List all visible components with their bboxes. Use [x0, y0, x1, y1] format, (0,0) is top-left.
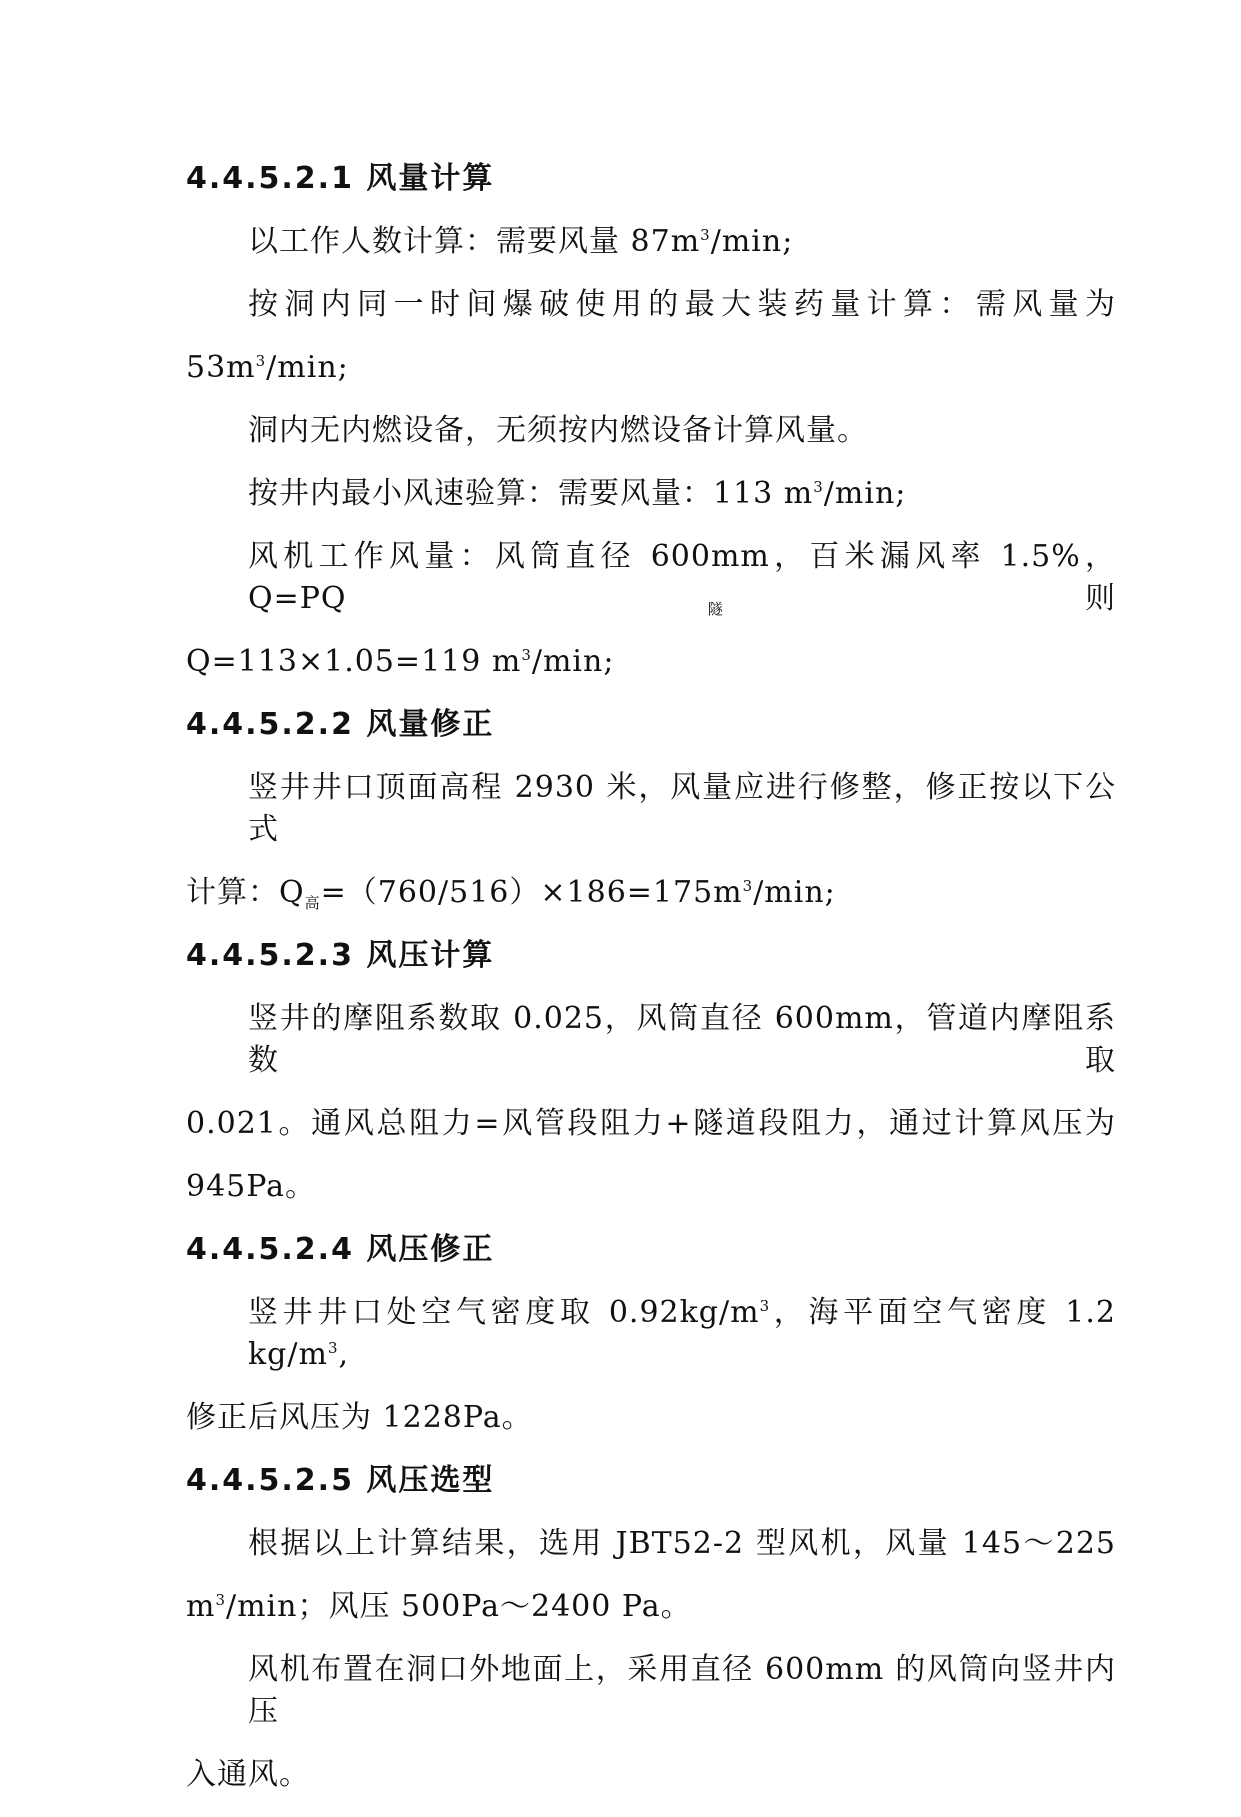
- paragraph-pressure-correction: 竖井井口处空气密度取 $0.92kg/m^3$，海平面空气密度 1.2 $kg/m^3$,: [248, 1295, 1116, 1372]
- paragraph-min-wind-speed: 按井内最小风速验算：需要风量：113 $m^3/\min$;: [248, 476, 907, 511]
- section-heading-4-4-5-2-2: 4.4.5.2.2 风量修正: [186, 707, 495, 742]
- paragraph-pressure-correction-result: 修正后风压为 1228Pa。: [186, 1400, 533, 1435]
- paragraph-airflow-correction: 竖井井口顶面高程 2930 米，风量应进行修整，修正按以下公式: [248, 770, 1116, 847]
- paragraph-fan-placement: 风机布置在洞口外地面上，采用直径 600mm 的风筒向竖井内压: [248, 1652, 1116, 1729]
- paragraph-fan-selection-cont: $m^3/\min$；风压 500Pa～2400 Pa。: [186, 1589, 692, 1624]
- paragraph-blasting-airflow: 按洞内同一时间爆破使用的最大装药量计算：需风量为: [248, 287, 1116, 322]
- paragraph-fan-placement-cont: 入通风。: [186, 1757, 310, 1792]
- paragraph-pressure-calc-result: 945Pa。: [186, 1169, 316, 1204]
- paragraph-airflow-correction-formula: 计算：$Q_高=(760/516)\times 186=175m^3/\min$;: [186, 875, 836, 912]
- paragraph-fan-selection: 根据以上计算结果，选用 JBT52-2 型风机，风量 145～225: [248, 1526, 1116, 1561]
- section-heading-4-4-5-2-5: 4.4.5.2.5 风压选型: [186, 1463, 495, 1498]
- paragraph-no-combustion-equipment: 洞内无内燃设备，无须按内燃设备计算风量。: [248, 413, 868, 448]
- section-heading-4-4-5-2-1: 4.4.5.2.1 风量计算: [186, 161, 495, 196]
- paragraph-blasting-airflow-cont: $53m^3/\min$;: [186, 350, 349, 385]
- section-heading-4-4-5-2-4: 4.4.5.2.4 风压修正: [186, 1232, 495, 1267]
- paragraph-pressure-calc: 竖井的摩阻系数取 0.025，风筒直径 600mm，管道内摩阻系数取: [248, 1001, 1116, 1078]
- paragraph-fan-working-airflow: 风机工作风量：风筒直径 600mm，百米漏风率 1.5%，$Q=PQ_隧$则: [248, 539, 1116, 618]
- paragraph-workers-airflow: 以工作人数计算：需要风量 $87m^3/\min$;: [248, 224, 794, 259]
- section-heading-4-4-5-2-3: 4.4.5.2.3 风压计算: [186, 938, 495, 973]
- document-body: [186, 158, 1116, 1817]
- paragraph-fan-working-airflow-cont: Q=113×1.05=119 $m^3/\min$;: [186, 644, 615, 679]
- paragraph-pressure-calc-cont: 0.021。通风总阻力=风管段阻力+隧道段阻力，通过计算风压为: [186, 1106, 1116, 1141]
